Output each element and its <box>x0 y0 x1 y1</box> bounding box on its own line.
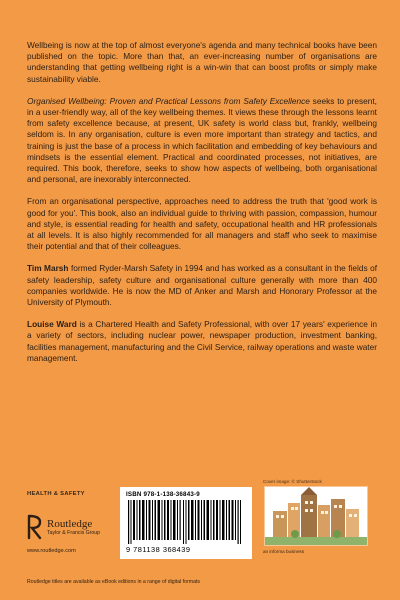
city-illustration-icon <box>265 487 367 545</box>
blurb-paragraph-3: From an organisational perspective, approaches need to address the truth that 'good work is good for you'. This book, also an individual guide to thriving with passion, compassion, humour and style, is essential reading for health and safety, occupational health and HR professionals at all levels. It is also highly recommended for all managers and staff who seek to maximise their potential and that of their colleagues. <box>27 196 377 252</box>
category-label: HEALTH & SAFETY <box>27 491 85 497</box>
cover-image-credit: Cover image: © Shutterstock <box>263 479 322 484</box>
book-title-inline: Organised Wellbeing: Proven and Practical Lessons from Safety Excellence <box>27 95 310 106</box>
routledge-r-icon <box>27 514 43 540</box>
author-name-2: Louise Ward <box>27 319 77 330</box>
informa-tagline: an informa business <box>263 549 305 554</box>
barcode-panel <box>120 487 252 559</box>
cover-thumbnail <box>264 486 368 546</box>
author-name-1: Tim Marsh <box>27 263 69 274</box>
author-bio-2: Louise Ward is a Chartered Health and Safety Professional, with over 17 years' experience in a variety of sectors, including nuclear power, newspaper production, investment banking, facilities management, manufacturing and the Civil Service, railway operations and waste water management. <box>27 319 377 363</box>
author-bio-1: Tim Marsh formed Ryder-Marsh Safety in 1994 and has worked as a consultant in the fields of safety leadership, safety culture and organisational culture generally with more than 400 companies worldwide. He is now the MD of Anker and Marsh and Honorary Professor at the University of Plymouth. <box>27 263 377 308</box>
blurb-paragraph-1: Wellbeing is now at the top of almost everyone's agenda and many technical books have been published on the topic. More than that, an ever-increasing number of organisations are understanding that getting wellbeing right is a win-win that can boost profits or simply make sustainability viable. <box>27 40 377 84</box>
publisher-url: www.routledge.com <box>27 548 76 554</box>
publisher-name: Routledge <box>47 517 93 530</box>
publisher-logo <box>27 514 100 540</box>
publisher-group: Taylor & Francis Group <box>47 529 101 536</box>
blurb-paragraph-2: Organised Wellbeing: Proven and Practical Lessons from Safety Excellence seeks to present, in a user-friendly way, all of the key wellbeing themes. It views these through the lessons learnt from safety excellence because, at present, UK safety is world class but, frankly, wellbeing seldom is. In any organisation, culture is even more important than strategy and tactics, and training is just the base of a process in which facilitation and embedding of key behaviours and mindsets is the essential element. Practical and coordinated processes, not initiatives, are required. This book, therefore, seeks to show how aspects of wellbeing, both organisational and personal, are inexorably interconnected. <box>27 95 377 185</box>
blurb <box>27 40 377 375</box>
barcode-number: 9 781138 368439 <box>126 545 191 554</box>
ebook-footer-note: Routledge titles are available as eBook editions in a range of digital formats <box>27 579 201 585</box>
barcode-icon <box>126 500 246 544</box>
isbn-label: ISBN 978-1-138-36843-9 <box>126 491 200 498</box>
